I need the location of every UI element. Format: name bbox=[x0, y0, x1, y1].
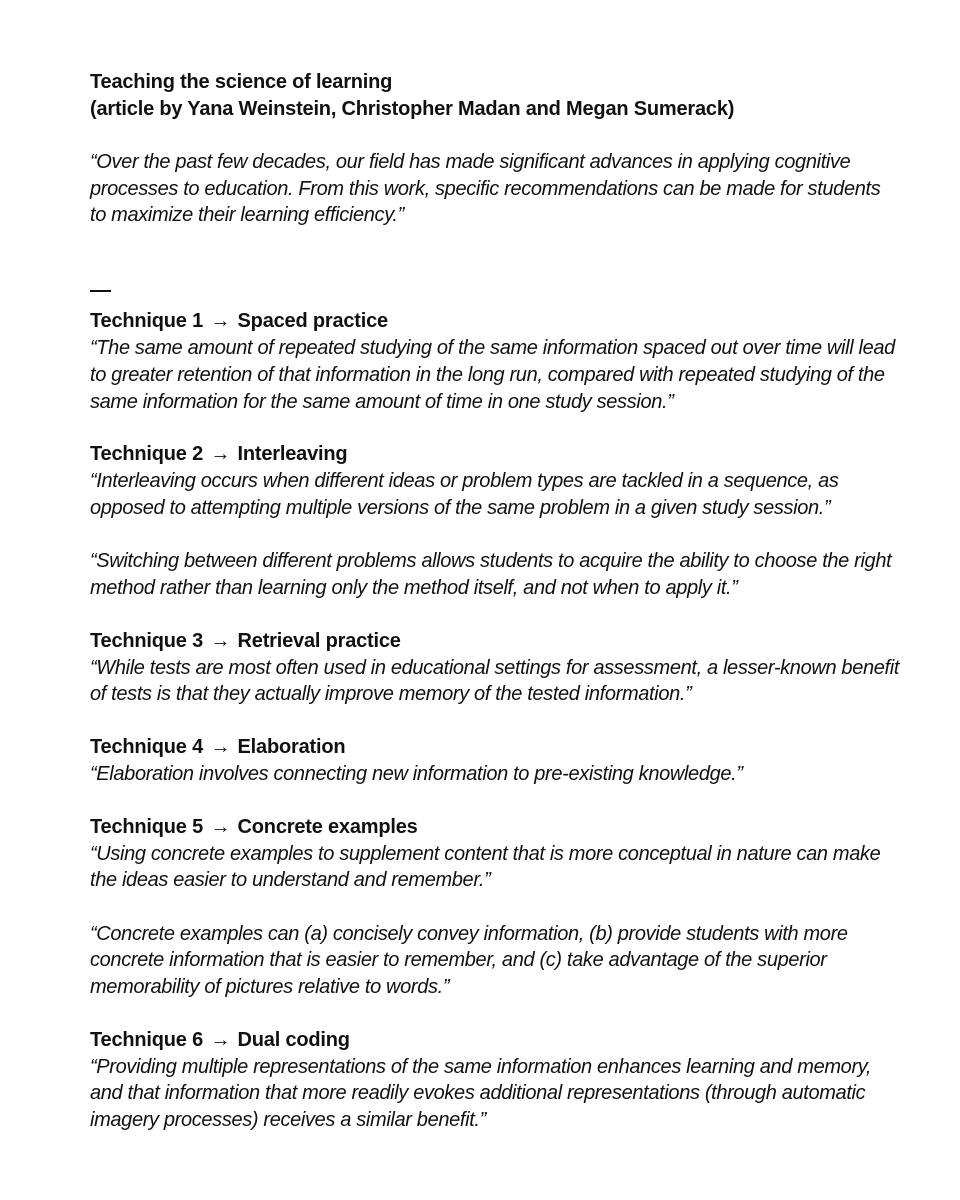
arrow-right-icon: → bbox=[210, 1028, 231, 1051]
technique-label: Technique 1 bbox=[90, 310, 204, 333]
divider-dash bbox=[90, 290, 111, 292]
technique-heading bbox=[90, 734, 900, 761]
technique-3 bbox=[90, 628, 900, 708]
technique-label: Technique 5 bbox=[90, 815, 204, 838]
intro-quote: “Over the past few decades, our field has made significant advances in applying cognitive processes to education. From this work, specific recommendations can be made for students to maximize their learning efficiency.” bbox=[90, 151, 881, 227]
section-divider bbox=[90, 255, 900, 308]
arrow-right-icon: → bbox=[210, 629, 231, 652]
technique-name: Spaced practice bbox=[237, 310, 388, 333]
technique-heading bbox=[90, 308, 900, 335]
arrow-right-icon: → bbox=[210, 443, 231, 466]
technique-name: Interleaving bbox=[237, 443, 348, 466]
technique-4 bbox=[90, 734, 900, 788]
technique-heading bbox=[90, 814, 900, 841]
technique-label: Technique 6 bbox=[90, 1028, 204, 1051]
technique-quote: “Switching between different problems allows students to acquire the ability to choose the right method rather than learning only the method itself, and not when to apply it.” bbox=[90, 550, 892, 599]
technique-2 bbox=[90, 441, 900, 601]
technique-quote: “While tests are most often used in educational settings for assessment, a lesser-known benefit of tests is that they actually improve memory of the tested information.” bbox=[90, 656, 900, 706]
technique-label: Technique 2 bbox=[90, 443, 204, 466]
technique-5 bbox=[90, 814, 900, 1001]
technique-name: Dual coding bbox=[237, 1028, 350, 1051]
technique-quote: “The same amount of repeated studying of the same information spaced out over time will lead to greater retention of that information in the long run, compared with repeated studying of the same information for the same amount of time in one study session.” bbox=[90, 337, 895, 413]
technique-quote: “Elaboration involves connecting new information to pre-existing knowledge.” bbox=[90, 762, 743, 785]
technique-6 bbox=[90, 1027, 900, 1134]
technique-label: Technique 4 bbox=[90, 735, 204, 758]
technique-heading bbox=[90, 1027, 900, 1054]
technique-name: Retrieval practice bbox=[237, 629, 401, 652]
technique-heading bbox=[90, 441, 900, 468]
arrow-right-icon: → bbox=[210, 735, 231, 758]
technique-label: Technique 3 bbox=[90, 629, 204, 652]
technique-quote: “Interleaving occurs when different ideas or problem types are tackled in a sequence, as opposed to attempting multiple versions of the same problem in a given study session.” bbox=[90, 470, 839, 519]
technique-heading bbox=[90, 628, 900, 655]
article-byline: (article by Yana Weinstein, Christopher Madan and Megan Sumerack) bbox=[90, 98, 735, 120]
technique-quote: “Providing multiple representations of the same information enhances learning and memory, and that information that more readily evokes additional representations (through automatic imagery processes) receives a similar benefit.” bbox=[90, 1055, 872, 1132]
technique-quote: “Using concrete examples to supplement content that is more conceptual in nature can make the ideas easier to understand and remember.” bbox=[90, 842, 881, 892]
technique-1 bbox=[90, 308, 900, 415]
technique-name: Elaboration bbox=[237, 735, 346, 758]
arrow-right-icon: → bbox=[210, 815, 231, 838]
technique-quote: “Concrete examples can (a) concisely convey information, (b) provide students with more concrete information that is easier to remember, and (c) take advantage of the superior memorability of pictures relative to words.” bbox=[90, 922, 848, 998]
article-title: Teaching the science of learning bbox=[90, 71, 393, 93]
technique-name: Concrete examples bbox=[237, 815, 418, 838]
arrow-right-icon: → bbox=[210, 310, 231, 333]
